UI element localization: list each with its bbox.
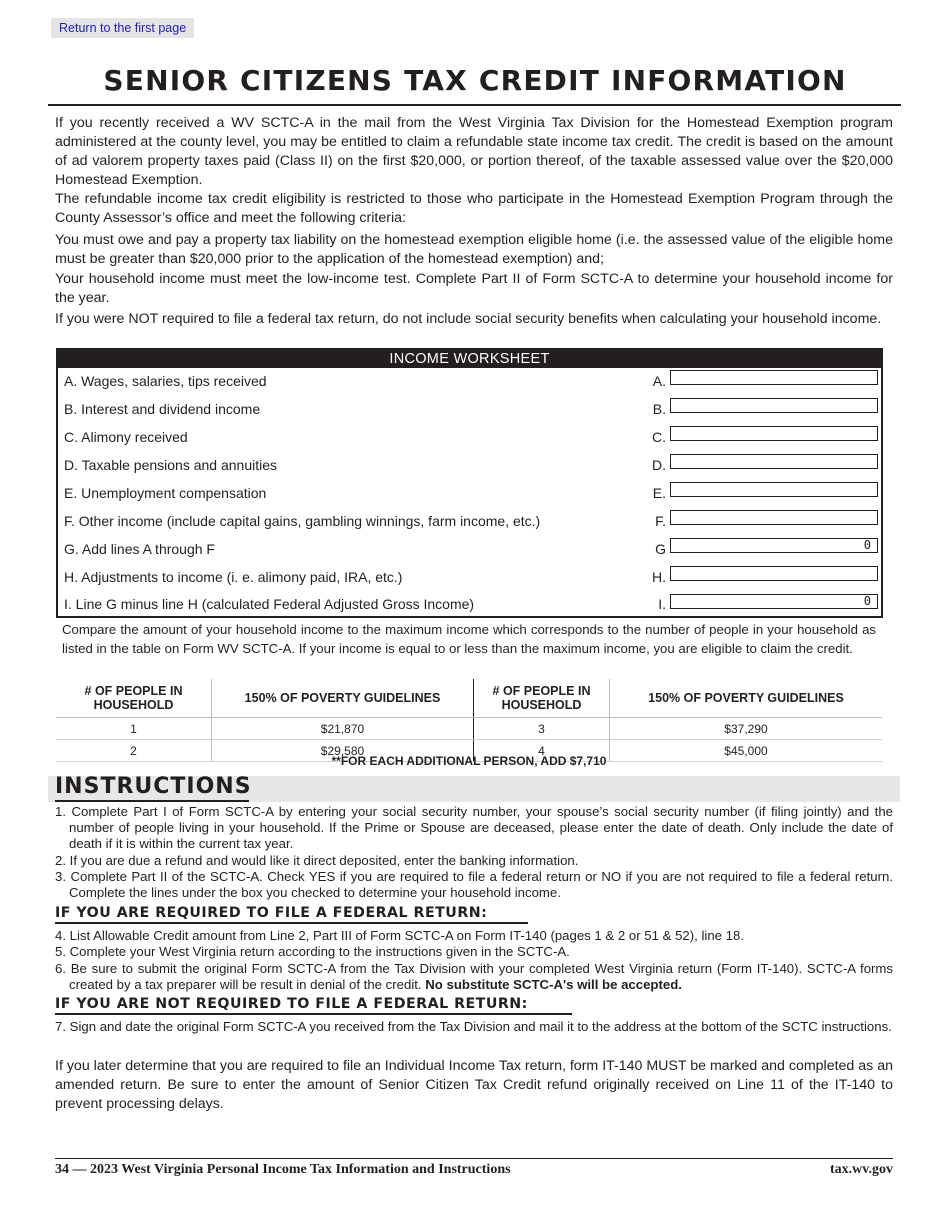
worksheet-line-a-field[interactable] (670, 370, 878, 385)
step-6-text: 6. Be sure to submit the original Form SCTC-A from the Tax Division with your completed West Virginia return (Form IT-140). SCTC-A forms created by a tax preparer will be result in denial of the credit. (55, 961, 893, 992)
required-heading-rule (55, 922, 528, 924)
worksheet-line-c-letter: C. (652, 429, 666, 445)
worksheet-line-h-field[interactable] (670, 566, 878, 581)
table-cell: $37,290 (610, 718, 883, 740)
column-header: # OF PEOPLE IN HOUSEHOLD (474, 679, 610, 718)
worksheet-line-d-label: D. Taxable pensions and annuities (64, 457, 278, 473)
worksheet-line-i-letter: I. (658, 596, 666, 612)
table-cell: 2 (56, 740, 212, 762)
worksheet-line-h-letter: H. (652, 569, 666, 585)
page-title: SENIOR CITIZENS TAX CREDIT INFORMATION (103, 64, 847, 97)
compare-paragraph: Compare the amount of your household income to the maximum income which corresponds to the number of people in your household as listed in the table on Form WV SCTC-A. If your income is equal to or less than the maximum income, you are eligible to claim the credit. (62, 622, 876, 656)
income-worksheet (56, 348, 883, 618)
worksheet-line-d-field[interactable] (670, 454, 878, 469)
table-cell: 3 (474, 718, 610, 740)
instruction-step-2: 2. If you are due a refund and would like it direct deposited, enter the banking information. (55, 853, 579, 868)
required-federal-return-heading: IF YOU ARE REQUIRED TO FILE A FEDERAL RETURN: (55, 905, 488, 921)
not-required-federal-return-heading: IF YOU ARE NOT REQUIRED TO FILE A FEDERAL RETURN: (55, 996, 528, 1012)
footer-page-label: 34 — 2023 West Virginia Personal Income Tax Information and Instructions (55, 1162, 511, 1177)
intro-paragraph-3: You must owe and pay a property tax liability on the homestead exemption eligible home (i.e. the assessed value of the eligible home must be greater than $20,000 prior to the application of the homestead exemption) and; (55, 232, 893, 267)
worksheet-line-f-letter: F. (655, 513, 666, 529)
worksheet-line-c-field[interactable] (670, 426, 878, 441)
table-cell: $21,870 (212, 718, 474, 740)
step-6-warning: No substitute SCTC-A's will be accepted. (425, 977, 682, 992)
intro-paragraph-1: If you recently received a WV SCTC-A in the mail from the West Virginia Tax Division for the Homestead Exemption program administered at the county level, you may be entitled to claim a refundable state income tax credit. The credit is based on the amount of ad valorem property taxes paid (Class II) on the first $20,000, or portion thereof, of the taxable assessed value over the $20,000 Homestead Exemption. (55, 115, 893, 188)
worksheet-line-f-label: F. Other income (include capital gains, gambling winnings, farm income, etc.) (64, 513, 541, 529)
footer-website[interactable]: tax.wv.gov (830, 1162, 893, 1177)
table-cell: 1 (56, 718, 212, 740)
table-header-row (56, 679, 882, 718)
instructions-title: INSTRUCTIONS (55, 774, 252, 799)
table-cell: 4 (474, 740, 610, 762)
intro-paragraph-5: If you were NOT required to file a federal tax return, do not include social security benefits when calculating your household income. (55, 311, 882, 327)
worksheet-line-g-field[interactable]: 0 (670, 538, 878, 553)
worksheet-line-g-label: G. Add lines A through F (64, 541, 215, 557)
instruction-step-5: 5. Complete your West Virginia return according to the instructions given in the SCTC-A. (55, 944, 570, 959)
instruction-step-6 (55, 961, 893, 993)
worksheet-line-g-letter: G (655, 541, 666, 557)
title-rule (48, 104, 901, 106)
closing-paragraph: If you later determine that you are required to file an Individual Income Tax return, form IT-140 MUST be marked and completed as an amended return. Be sure to enter the amount of Senior Citizen Tax Credit refund originally received on Line 11 of the IT-140 to prevent processing delays. (55, 1058, 893, 1112)
column-header: 150% OF POVERTY GUIDELINES (212, 679, 474, 718)
instruction-step-7: 7. Sign and date the original Form SCTC-A you received from the Tax Division and mail it to the address at the bottom of the SCTC instructions. (55, 1019, 892, 1034)
instruction-step-3: 3. Complete Part II of the SCTC-A. Check YES if you are required to file a federal return or NO if you are not required to file a federal return. Complete the lines under the box you checked to determine your household income. (55, 869, 893, 900)
intro-paragraph-2: The refundable income tax credit eligibility is restricted to those who participate in the Homestead Exemption Program through the County Assessor’s office and meet the following criteria: (55, 191, 893, 226)
worksheet-line-b-label: B. Interest and dividend income (64, 401, 261, 417)
return-first-page-button[interactable]: Return to the first page (51, 18, 194, 38)
column-header: 150% OF POVERTY GUIDELINES (610, 679, 883, 718)
worksheet-line-i-label: I. Line G minus line H (calculated Federal Adjusted Gross Income) (64, 596, 475, 612)
worksheet-line-c-label: C. Alimony received (64, 429, 188, 445)
worksheet-title: INCOME WORKSHEET (58, 350, 881, 368)
worksheet-line-a-letter: A. (652, 373, 666, 389)
worksheet-line-h-label: H. Adjustments to income (i. e. alimony paid, IRA, etc.) (64, 569, 403, 585)
table-row (56, 718, 882, 740)
not-required-heading-rule (55, 1013, 572, 1015)
footer-rule (55, 1158, 893, 1159)
instruction-step-4: 4. List Allowable Credit amount from Line 2, Part III of Form SCTC-A on Form IT-140 (pages 1 & 2 or 51 & 52), line 18. (55, 928, 744, 943)
worksheet-line-a-label: A. Wages, salaries, tips received (64, 373, 267, 389)
additional-person-note: **FOR EACH ADDITIONAL PERSON, ADD $7,710 (331, 754, 607, 768)
worksheet-line-i-field[interactable]: 0 (670, 594, 878, 609)
instructions-title-rule (55, 800, 249, 802)
intro-paragraph-4: Your household income must meet the low-income test. Complete Part II of Form SCTC-A to determine your household income for the year. (55, 271, 893, 306)
worksheet-line-e-field[interactable] (670, 482, 878, 497)
instruction-step-1: 1. Complete Part I of Form SCTC-A by entering your social security number, your spouse’s social security number (if filing jointly) and the number of people living in your household. If the Prime or Spouse are deceased, please enter the date of death. Only include the date of death if it is within the current tax year. (55, 804, 893, 851)
worksheet-line-e-letter: E. (652, 485, 666, 501)
worksheet-line-d-letter: D. (652, 457, 666, 473)
worksheet-line-b-field[interactable] (670, 398, 878, 413)
worksheet-line-b-letter: B. (652, 401, 666, 417)
poverty-guidelines-table (56, 679, 882, 762)
column-header: # OF PEOPLE IN HOUSEHOLD (56, 679, 212, 718)
worksheet-line-e-label: E. Unemployment compensation (64, 485, 267, 501)
table-cell: $45,000 (610, 740, 883, 762)
worksheet-line-f-field[interactable] (670, 510, 878, 525)
table-cell: $29,580 (212, 740, 474, 762)
